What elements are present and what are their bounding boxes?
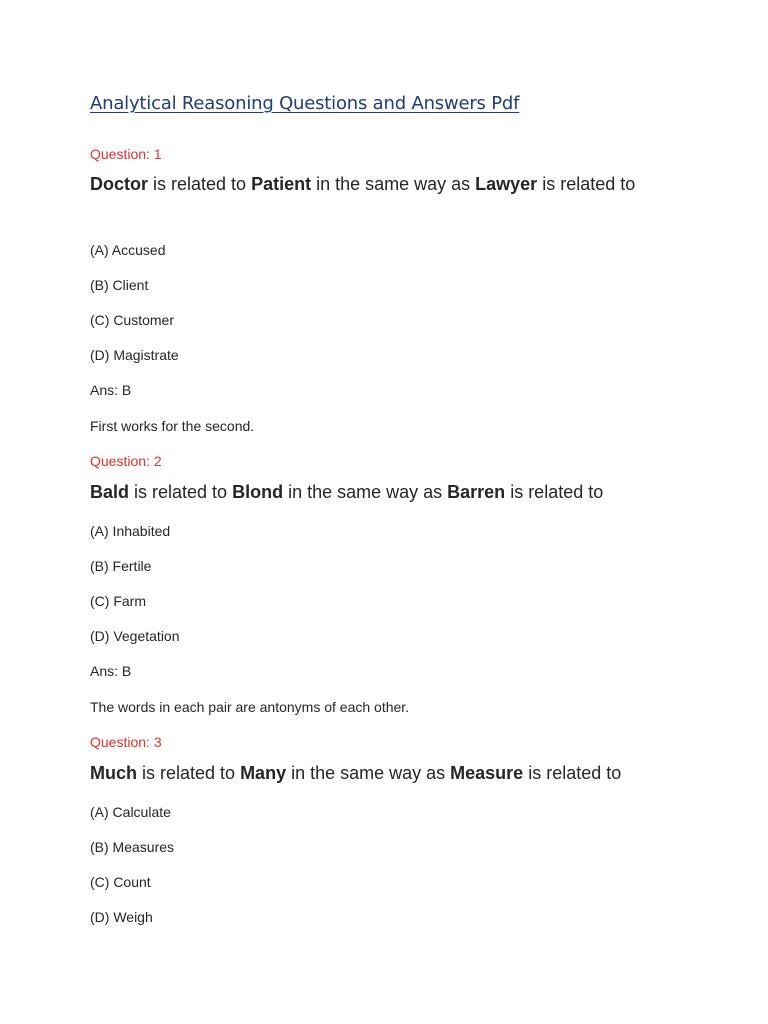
question-2-answer: Ans: B <box>90 663 132 679</box>
question-2-term-2: Blond <box>232 482 284 502</box>
question-1-term-3: Lawyer <box>475 174 538 194</box>
question-3-option-d: (D) Weigh <box>90 909 153 925</box>
question-3-relation-3: is related to <box>523 763 622 783</box>
question-2-option-c: (C) Farm <box>90 593 146 609</box>
question-3-relation-2: in the same way as <box>286 763 451 783</box>
question-1-relation-3: is related to <box>537 174 636 194</box>
question-2-term-3: Barren <box>447 482 506 502</box>
question-2-option-a: (A) Inhabited <box>90 523 171 539</box>
question-1-relation-1: is related to <box>148 174 252 194</box>
question-3-option-c: (C) Count <box>90 874 151 890</box>
question-3-label: Question: 3 <box>90 734 162 750</box>
question-2-option-b: (B) Fertile <box>90 558 152 574</box>
question-1-label: Question: 1 <box>90 146 162 162</box>
question-3-option-a: (A) Calculate <box>90 804 171 820</box>
question-1-option-b: (B) Client <box>90 277 149 293</box>
question-2-text <box>90 479 670 506</box>
question-3-term-2: Many <box>240 763 287 783</box>
question-2-label: Question: 2 <box>90 453 162 469</box>
question-3-option-b: (B) Measures <box>90 839 175 855</box>
question-1-answer: Ans: B <box>90 382 132 398</box>
question-1-text <box>90 171 670 198</box>
question-3-text <box>90 760 670 787</box>
question-3-term-3: Measure <box>450 763 524 783</box>
question-2-relation-3: is related to <box>505 482 604 502</box>
question-2-term-1: Bald <box>90 482 130 502</box>
question-1-option-a: (A) Accused <box>90 242 166 258</box>
question-2-relation-2: in the same way as <box>283 482 448 502</box>
question-1-explanation: First works for the second. <box>90 418 255 434</box>
question-2-relation-1: is related to <box>129 482 233 502</box>
question-1-term-2: Patient <box>251 174 312 194</box>
question-1-relation-2: in the same way as <box>311 174 476 194</box>
question-1-term-1: Doctor <box>90 174 148 194</box>
question-1-option-d: (D) Magistrate <box>90 347 179 363</box>
question-3-term-1: Much <box>90 763 137 783</box>
question-2-option-d: (D) Vegetation <box>90 628 180 644</box>
question-3-relation-1: is related to <box>137 763 241 783</box>
question-2-explanation: The words in each pair are antonyms of each other. <box>90 699 410 715</box>
document-title[interactable]: Analytical Reasoning Questions and Answers Pdf <box>90 93 520 114</box>
question-1-option-c: (C) Customer <box>90 312 175 328</box>
